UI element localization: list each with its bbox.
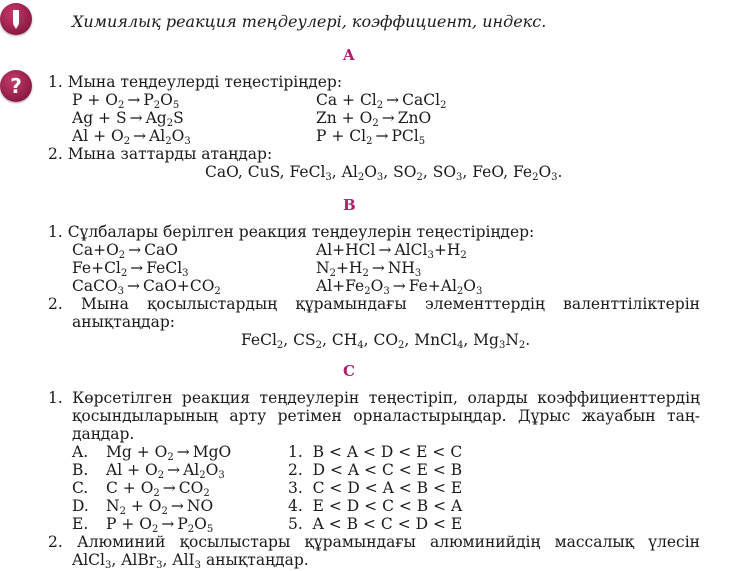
eq-c4: $N_2 + O_2$ → NO	[106, 497, 214, 517]
eq-b2: $Fe+Cl_2$ → FeCl$_3$	[72, 259, 189, 279]
section-c-q1-line3: даңдар.	[72, 425, 135, 443]
section-a-q1: 1. Мына теңдеулерді теңестіріңдер:	[48, 73, 343, 91]
eq-b5: $N_2+H_2 \to NH_3$	[316, 259, 422, 279]
page-heading: Химиялық реакция теңдеулері, коэффициент, индекс.	[72, 12, 547, 31]
eq-a5: $Zn + O_2$ → ZnO	[316, 109, 432, 129]
section-b-q1: 1. Сұлбалары берілген реакция теңдеулерін теңестіріңдер:	[48, 223, 535, 241]
answer-1: 1. B < A < D < E < C	[288, 443, 463, 461]
option-d: D.	[72, 497, 89, 515]
question-mark-icon	[0, 70, 32, 102]
eq-c2: $Al + O_2 \to Al_2O_3$	[106, 461, 225, 481]
answer-4: 4. E < D < C < B < A	[288, 497, 463, 515]
eq-a4: $Ca + Cl_2$ → CaCl$_2$	[316, 91, 447, 111]
answer-5: 5. A < B < C < D < E	[288, 515, 463, 533]
section-b-q2-line1: 2. Мына қосылыстардың құрамындағы элементтердің валенттіліктерін	[48, 295, 700, 313]
option-b: B.	[72, 461, 89, 479]
eq-c3: $C + O_2 \to CO_2$	[106, 479, 210, 499]
section-c-q2-line1: 2. Алюминий қосылыстары құрамындағы алюминийдің массалық үлесін	[48, 533, 700, 551]
eq-c5: $P + O_2 \to P_2O_5$	[106, 515, 214, 535]
eq-b1: $Ca+O_2$ → CaO	[72, 241, 178, 261]
eq-b4: $Al+HCl \to AlCl_3+H_2$	[316, 241, 467, 261]
section-c-q2-tail: анықтаңдар.	[205, 551, 309, 569]
section-c-label: C	[343, 362, 355, 380]
eq-b3: CaCO$_3$ → $CaO+CO_2$	[72, 277, 221, 297]
section-c-q2-line2: AlCl$_3$, AlBr$_3$, AlI$_3$ анықтаңдар.	[72, 551, 309, 571]
section-a-q2: 2. Мына заттарды атаңдар:	[48, 145, 273, 163]
option-a: A.	[72, 443, 89, 461]
section-b-compounds: FeCl$_2$, $CS_2$, $CH_4$, $CO_2$, MnCl$_4$, $Mg_3N_2$.	[241, 331, 531, 351]
option-e: E.	[72, 515, 89, 533]
eq-a6: $P + Cl_2 \to PCl_5$	[316, 127, 426, 147]
section-b-label: B	[343, 196, 356, 214]
option-c: C.	[72, 479, 89, 497]
answer-2: 2. D < A < C < E < B	[288, 461, 463, 479]
eq-a3: $Al + O_2 \to Al_2O_3$	[72, 127, 191, 147]
question-badge-icon	[0, 70, 32, 102]
eq-a1: $P + O_2 \to P_2O_5$	[72, 91, 180, 111]
section-c-q1-line1: 1. Көрсетілген реакция теңдеулерін теңестіріп, оларды коэффициенттердің	[48, 389, 700, 407]
section-c-q1-line2: қосындыларының арту ретімен орналастырыңдар. Дұрыс жауабын таң-	[72, 407, 700, 425]
section-a-label: A	[343, 46, 355, 64]
eq-b6: $Al+Fe_2O_3 \to Fe+Al_2O_3$	[316, 277, 483, 297]
pen-badge-icon	[0, 3, 32, 35]
section-b-q2-line2: анықтаңдар:	[72, 313, 175, 331]
eq-a2: $Ag + S \to Ag_2S$	[72, 109, 184, 129]
pen-icon	[0, 3, 32, 35]
section-a-substances: CaO, CuS, FeCl$_3$, $Al_2O_3$, $SO_2$, $SO_3$, FeO, $Fe_2O_3$.	[205, 163, 563, 183]
answer-3: 3. C < D < A < B < E	[288, 479, 463, 497]
svg-text:?: ?	[10, 74, 22, 98]
eq-c1: $Mg + O_2$ → MgO	[106, 443, 232, 463]
